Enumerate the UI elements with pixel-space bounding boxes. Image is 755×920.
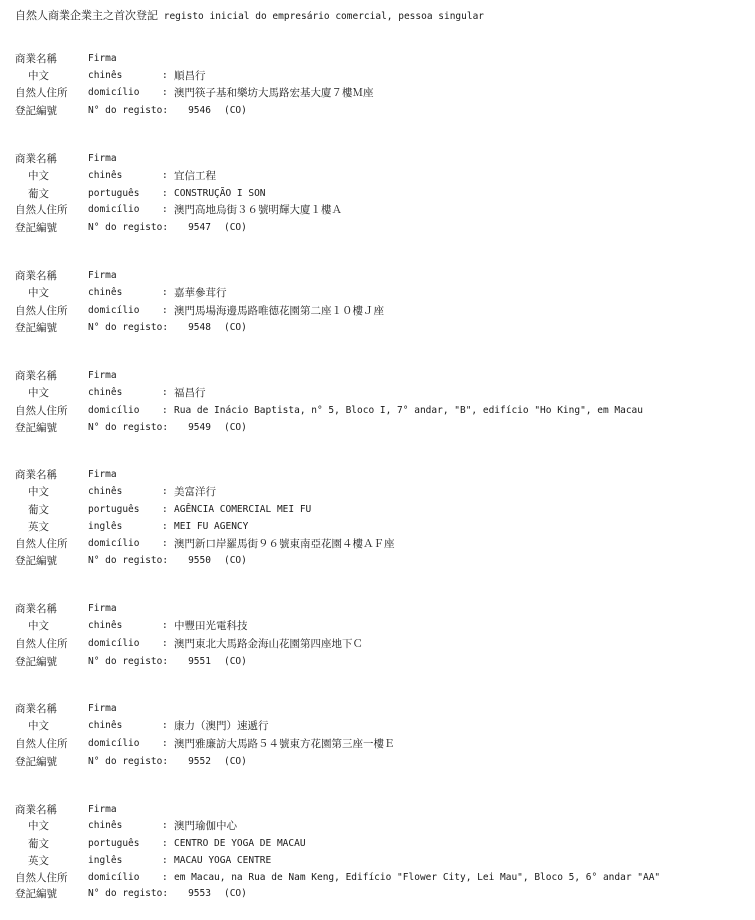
domicile-label-pt: domicílio (88, 204, 140, 216)
chinese-label-pt: chinês (88, 386, 123, 398)
firm-name-chinese (174, 285, 227, 303)
reg-label-pt: N° do registo: (88, 105, 169, 117)
domicile-row (15, 202, 755, 220)
firma-label-zh: 商業名稱 (15, 603, 57, 616)
registration-code: (CO) (223, 105, 247, 117)
english-label-zh: 英文 (28, 520, 49, 533)
registration-code: (CO) (223, 655, 247, 667)
firma-label-pt: Firma (88, 603, 117, 615)
registration-number: 9549 (188, 421, 211, 433)
title-chinese: 自然人商業企業主之首次登記 (15, 9, 158, 22)
registration-number: 9552 (188, 755, 211, 767)
firm-name-english (174, 519, 248, 536)
registration-row (15, 654, 755, 671)
firm-name-row-chinese (15, 168, 755, 186)
domicile-label-zh: 自然人住所 (15, 87, 68, 100)
reg-label-zh: 登記編號 (15, 421, 57, 434)
firm-name-english-text: MACAU YOGA CENTRE (174, 854, 272, 866)
registration-number: 9546 (188, 105, 211, 117)
firm-name-row-portuguese (15, 502, 755, 519)
domicile-value (174, 870, 719, 887)
firm-name-portuguese (174, 836, 306, 853)
firma-label-pt: Firma (88, 269, 117, 281)
firm-name-chinese (174, 718, 269, 736)
firm-name-row-chinese (15, 818, 755, 836)
domicile-value (174, 636, 719, 654)
reg-label-pt: N° do registo: (88, 222, 169, 234)
colon: : (162, 304, 168, 316)
colon: : (162, 619, 168, 631)
portuguese-label-pt: português (88, 503, 140, 515)
domicile-text: 澳門新口岸羅馬街９６號東南亞花園４樓ＡＦ座 (174, 537, 395, 550)
firm-name-portuguese-text: CENTRO DE YOGA DE MACAU (174, 838, 306, 850)
portuguese-label-zh: 葡文 (28, 503, 49, 516)
title-portuguese: registo inicial do empresário comercial, pessoa singular (163, 11, 485, 22)
chinese-label-zh: 中文 (28, 619, 49, 632)
colon: : (162, 87, 168, 99)
firma-row (15, 151, 755, 168)
chinese-label-zh: 中文 (28, 820, 49, 833)
firm-name-row-chinese (15, 618, 755, 636)
registry-entry (15, 268, 755, 337)
domicile-row (15, 403, 755, 420)
colon: : (162, 386, 168, 398)
portuguese-label-zh: 葡文 (28, 838, 49, 851)
firma-row (15, 601, 755, 618)
firm-name-chinese (174, 484, 216, 502)
reg-label-pt: N° do registo: (88, 322, 169, 334)
reg-label-zh: 登記編號 (15, 222, 57, 235)
domicile-label-pt: domicílio (88, 871, 140, 883)
firma-label-pt: Firma (88, 52, 117, 64)
chinese-label-zh: 中文 (28, 486, 49, 499)
colon: : (162, 286, 168, 298)
chinese-label-pt: chinês (88, 486, 123, 498)
firma-label-zh: 商業名稱 (15, 52, 57, 65)
domicile-row (15, 736, 755, 754)
colon: : (162, 871, 168, 883)
colon: : (162, 737, 168, 749)
chinese-label-zh: 中文 (28, 169, 49, 182)
firma-row (15, 802, 755, 819)
registration-code: (CO) (223, 888, 247, 900)
portuguese-label-zh: 葡文 (28, 187, 49, 200)
domicile-label-pt: domicílio (88, 404, 140, 416)
firma-label-pt: Firma (88, 469, 117, 481)
domicile-text: 澳門高地烏街３６號明輝大廈１樓Ａ (174, 204, 342, 217)
registry-entry (15, 701, 755, 770)
registration-row (15, 754, 755, 771)
registry-entry (15, 51, 755, 120)
registration-row (15, 553, 755, 570)
domicile-row (15, 636, 755, 654)
domicile-label-zh: 自然人住所 (15, 404, 68, 417)
firma-row (15, 368, 755, 385)
firm-name-row-portuguese (15, 836, 755, 853)
domicile-label-zh: 自然人住所 (15, 871, 68, 884)
firma-label-zh: 商業名稱 (15, 370, 57, 383)
colon: : (162, 404, 168, 416)
domicile-value (174, 403, 719, 420)
reg-label-pt: N° do registo: (88, 655, 169, 667)
domicile-value (174, 736, 719, 754)
colon: : (162, 187, 168, 199)
domicile-label-pt: domicílio (88, 304, 140, 316)
domicile-text: Rua de Inácio Baptista, n° 5, Bloco I, 7° andar, "B", edifício "Ho King", em Macau (174, 404, 643, 416)
chinese-label-pt: chinês (88, 720, 123, 732)
firm-name-chinese-text: 順昌行 (174, 69, 206, 82)
firma-label-zh: 商業名稱 (15, 269, 57, 282)
firm-name-chinese-text: 福昌行 (174, 386, 206, 399)
firm-name-chinese-text: 中豐田光電科技 (174, 619, 248, 632)
chinese-label-pt: chinês (88, 169, 123, 181)
registration-code: (CO) (223, 222, 247, 234)
colon: : (162, 537, 168, 549)
colon: : (162, 169, 168, 181)
reg-label-zh: 登記編號 (15, 105, 57, 118)
firm-name-portuguese-text: CONSTRUÇÃO I SON (174, 187, 266, 199)
firma-row (15, 467, 755, 484)
colon: : (162, 820, 168, 832)
firm-name-row-chinese (15, 385, 755, 403)
chinese-label-zh: 中文 (28, 69, 49, 82)
domicile-label-zh: 自然人住所 (15, 537, 68, 550)
english-label-pt: inglês (88, 854, 123, 866)
registration-code: (CO) (223, 755, 247, 767)
firma-row (15, 268, 755, 285)
chinese-label-pt: chinês (88, 619, 123, 631)
firm-name-chinese (174, 68, 206, 86)
firma-label-zh: 商業名稱 (15, 152, 57, 165)
domicile-label-pt: domicílio (88, 737, 140, 749)
portuguese-label-pt: português (88, 187, 140, 199)
domicile-row (15, 870, 755, 887)
chinese-label-zh: 中文 (28, 720, 49, 733)
domicile-row (15, 85, 755, 103)
firma-label-zh: 商業名稱 (15, 703, 57, 716)
firm-name-english (174, 853, 271, 870)
reg-label-zh: 登記編號 (15, 888, 57, 901)
firm-name-chinese-text: 康力（澳門）速遞行 (174, 720, 269, 733)
registration-row (15, 320, 755, 337)
portuguese-label-pt: português (88, 838, 140, 850)
domicile-value (174, 85, 719, 103)
firma-label-zh: 商業名稱 (15, 803, 57, 816)
registry-entry (15, 368, 755, 436)
registration-number: 9553 (188, 888, 211, 900)
english-label-zh: 英文 (28, 854, 49, 867)
registration-row (15, 886, 755, 903)
chinese-label-pt: chinês (88, 820, 123, 832)
domicile-label-pt: domicílio (88, 537, 140, 549)
firm-name-chinese-text: 美富洋行 (174, 486, 216, 499)
registration-number: 9548 (188, 322, 211, 334)
firma-label-zh: 商業名稱 (15, 469, 57, 482)
reg-label-zh: 登記編號 (15, 555, 57, 568)
registry-entry (15, 601, 755, 670)
firm-name-portuguese (174, 186, 266, 203)
firm-name-chinese (174, 385, 206, 403)
registration-code: (CO) (223, 421, 247, 433)
chinese-label-zh: 中文 (28, 386, 49, 399)
chinese-label-pt: chinês (88, 286, 123, 298)
firm-name-chinese-text: 澳門瑜伽中心 (174, 820, 237, 833)
firma-label-pt: Firma (88, 370, 117, 382)
registration-code: (CO) (223, 555, 247, 567)
reg-label-zh: 登記編號 (15, 755, 57, 768)
domicile-label-zh: 自然人住所 (15, 637, 68, 650)
domicile-label-pt: domicílio (88, 637, 140, 649)
page-title (15, 8, 755, 26)
domicile-label-pt: domicílio (88, 87, 140, 99)
domicile-label-zh: 自然人住所 (15, 737, 68, 750)
colon: : (162, 854, 168, 866)
firm-name-portuguese-text: AGÊNCIA COMERCIAL MEI FU (174, 503, 312, 515)
reg-label-pt: N° do registo: (88, 555, 169, 567)
registration-number: 9551 (188, 655, 211, 667)
registry-entry (15, 802, 755, 904)
registration-code: (CO) (223, 322, 247, 334)
colon: : (162, 637, 168, 649)
colon: : (162, 486, 168, 498)
firma-row (15, 701, 755, 718)
reg-label-pt: N° do registo: (88, 421, 169, 433)
firm-name-chinese (174, 168, 216, 186)
firm-name-chinese (174, 618, 248, 636)
domicile-label-zh: 自然人住所 (15, 304, 68, 317)
colon: : (162, 838, 168, 850)
domicile-label-zh: 自然人住所 (15, 204, 68, 217)
reg-label-pt: N° do registo: (88, 755, 169, 767)
domicile-text: 澳門筷子基和樂坊大馬路宏基大廈７樓Ｍ座 (174, 87, 374, 100)
firma-label-pt: Firma (88, 803, 117, 815)
registry-entry (15, 151, 755, 237)
firm-name-portuguese (174, 502, 311, 519)
firm-name-row-chinese (15, 68, 755, 86)
domicile-value (174, 536, 719, 554)
chinese-label-pt: chinês (88, 69, 123, 81)
firm-name-row-portuguese (15, 186, 755, 203)
firm-name-chinese-text: 嘉華參茸行 (174, 286, 227, 299)
colon: : (162, 520, 168, 532)
firm-name-row-chinese (15, 718, 755, 736)
firm-name-chinese-text: 宜信工程 (174, 169, 216, 182)
domicile-text: 澳門東北大馬路金海山花園第四座地下Ｃ (174, 637, 363, 650)
firm-name-row-english (15, 853, 755, 870)
colon: : (162, 204, 168, 216)
domicile-row (15, 536, 755, 554)
domicile-text: 澳門雅廉訪大馬路５４號東方花園第三座一樓Ｅ (174, 737, 395, 750)
firm-name-row-chinese (15, 285, 755, 303)
colon: : (162, 503, 168, 515)
firm-name-row-chinese (15, 484, 755, 502)
domicile-text: 澳門馬場海邊馬路唯德花園第二座１０樓Ｊ座 (174, 304, 384, 317)
reg-label-pt: N° do registo: (88, 888, 169, 900)
domicile-row (15, 303, 755, 321)
chinese-label-zh: 中文 (28, 286, 49, 299)
entries-list (15, 51, 755, 903)
registration-number: 9547 (188, 222, 211, 234)
reg-label-zh: 登記編號 (15, 655, 57, 668)
colon: : (162, 69, 168, 81)
domicile-value (174, 303, 719, 321)
registration-row (15, 420, 755, 437)
registration-number: 9550 (188, 555, 211, 567)
colon: : (162, 720, 168, 732)
registry-entry (15, 467, 755, 570)
reg-label-zh: 登記編號 (15, 322, 57, 335)
firm-name-english-text: MEI FU AGENCY (174, 520, 249, 532)
firma-row (15, 51, 755, 68)
firm-name-row-english (15, 519, 755, 536)
domicile-value (174, 202, 719, 220)
registration-row (15, 220, 755, 237)
english-label-pt: inglês (88, 520, 123, 532)
firma-label-pt: Firma (88, 703, 117, 715)
firma-label-pt: Firma (88, 152, 117, 164)
domicile-text: em Macau, na Rua de Nam Keng, Edifício "Flower City, Lei Mau", Bloco 5, 6° andar "AA" (174, 871, 661, 883)
registration-row (15, 103, 755, 120)
firm-name-chinese (174, 818, 237, 836)
